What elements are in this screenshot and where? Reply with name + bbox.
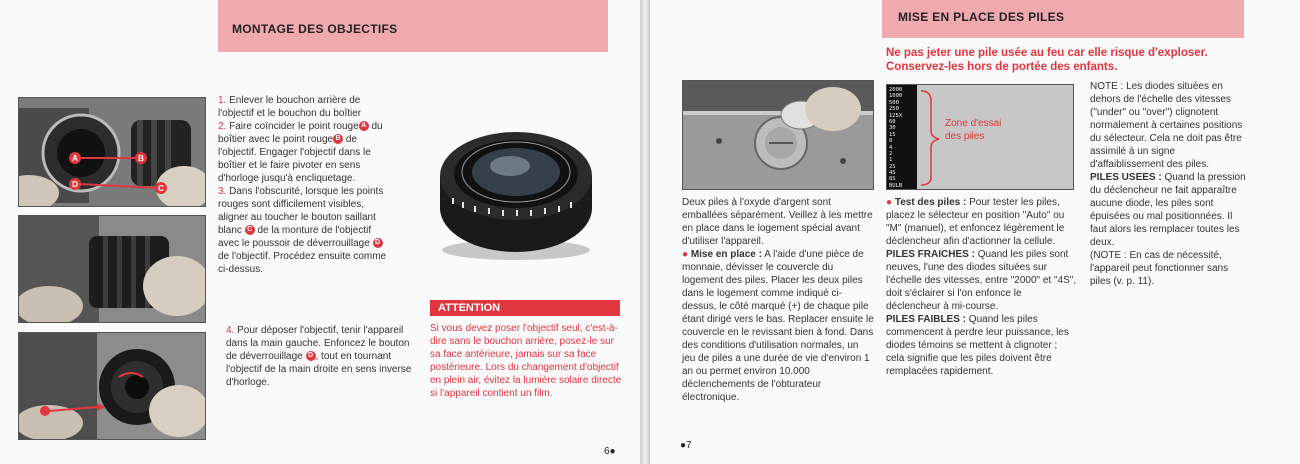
scale-value: 125X bbox=[889, 112, 903, 119]
scale-value: 500 bbox=[889, 99, 899, 106]
bullet-test: ● bbox=[886, 197, 893, 208]
marker-b bbox=[135, 152, 147, 164]
scale-value: 2 bbox=[889, 150, 893, 157]
scale-value: 8 bbox=[889, 138, 893, 145]
photo-lens-mounting bbox=[18, 97, 206, 207]
marker-c-inline: C bbox=[245, 225, 255, 235]
section-title: MONTAGE DES OBJECTIFS bbox=[232, 22, 398, 36]
step-3: 3. Dans l'obscurité, lorsque les points rouges sont difficilement visibles, aligner au toucher le bouton saillant blanc C de la monture de l'objectif avec le poussoir de déverrouillage D de l'objectif. Procédez ensuite comme ci-dessus. bbox=[218, 186, 387, 275]
scale-value: 1 bbox=[889, 157, 893, 164]
scale-value: 2S bbox=[889, 163, 896, 170]
scale-value: 60 bbox=[889, 118, 896, 125]
left-page bbox=[0, 0, 640, 464]
right-page bbox=[650, 0, 1300, 464]
column-intro: Deux piles à l'oxyde d'argent sont emballées séparément. Veillez à les mettre en place dans le logement spécial avant d'utiliser l'appareil. ● Mise en place : A l'aide d'une pièce de monnaie, dévisser le couvercle du logement des piles. Placer les deux piles dans le logement comme indiqué ci-dessus, le côté marqué (+) de chaque pile étant dirigé vers le bas. Replacer ensuite le couvercle en le revissant bien à fond. Dans des conditions d'utilisation normales, un jeu de piles a une durée de vie d'environ 1 an ou permet environ 10.000 déclenchements de l'obturateur électronique. bbox=[682, 197, 874, 403]
section-header-band-right bbox=[882, 0, 1244, 38]
bullet-mise: ● bbox=[682, 249, 689, 260]
scale-value: 8S bbox=[889, 176, 896, 183]
scale-value: 1000 bbox=[889, 93, 903, 100]
svg-text:A: A bbox=[72, 154, 78, 163]
shutter-speed-scale bbox=[887, 85, 917, 190]
attention-label: ATTENTION bbox=[430, 300, 620, 316]
scale-value: 4S bbox=[889, 170, 896, 177]
photo-viewfinder-scale bbox=[886, 84, 1074, 190]
battery-warning: Ne pas jeter une pile usée au feu car elle risque d'exploser. Conservez-les hors de portée des enfants. bbox=[886, 47, 1208, 73]
scale-value: 15 bbox=[889, 131, 896, 138]
zone-label: Zone d'essai des piles bbox=[945, 118, 1002, 142]
marker-d-inline-2: D bbox=[306, 351, 316, 361]
scale-value: 4 bbox=[889, 144, 893, 151]
photo-battery-cover bbox=[682, 80, 874, 190]
column-test: ● Test des piles : Pour tester les piles, placez le sélecteur en position "Auto" ou "M" (manuel), et enfoncez légèrement le déclencheur afin d'actionner la cellule. PILES FRAICHES : Quand les piles sont neuves, l'une des diodes situées sur l'échelle des vitesses, entre "2000" et "4S", doit s'éclairer si l'on enfonce le déclencheur à mi-course. PILES FAIBLES : Quand les piles commencent à perdre leur puissance, les diodes témoins se mettent à clignoter ; cela signifie que les piles doivent être remplacées rapidement. bbox=[886, 197, 1077, 377]
step-2: 2. Faire coïncider le point rouge A du boîtier avec le point rouge B de l'objectif. Engager l'objectif dans le boîtier et le faire pivoter en sens d'horloge jusqu'à encliquetage. bbox=[218, 121, 383, 184]
svg-text:B: B bbox=[138, 154, 144, 163]
column-notes: NOTE : Les diodes situées en dehors de l'échelle des vitesses ("under" ou "over") clignotent normalement à certaines positions du sélecteur. Cela ne doit pas être assimilé à un signe d'affaiblissement des piles. PILES USEES : Quand la pression du déclencheur ne fait apparaître aucune diode, les piles sont épuisées ou mal positionnées. Il faut alors les remplacer toutes les deux. (NOTE : En cas de nécessité, l'appareil peut fonctionner sans piles (v. p. 11). bbox=[1090, 81, 1246, 287]
marker-c bbox=[155, 182, 167, 194]
svg-text:D: D bbox=[72, 180, 78, 189]
scale-value: 250 bbox=[889, 106, 899, 113]
section-title-right: MISE EN PLACE DES PILES bbox=[898, 10, 1065, 24]
marker-a-inline: A bbox=[359, 121, 369, 131]
step-4: 4. Pour déposer l'objectif, tenir l'appareil dans la main gauche. Enfoncez le bouton de déverrouillage D , tout en tournant l'objectif de la main droite en sens inverse d'horloge. bbox=[226, 325, 412, 388]
book-gutter bbox=[640, 0, 650, 464]
scale-value: 2000 bbox=[889, 87, 903, 93]
steps-1-3 bbox=[218, 94, 394, 276]
section-header-band bbox=[218, 0, 608, 52]
svg-text:C: C bbox=[158, 184, 164, 193]
step-1: 1. Enlever le bouchon arrière de l'objectif et le bouchon du boîtier bbox=[218, 95, 362, 119]
marker-d bbox=[69, 178, 81, 190]
page-number-left: 6● bbox=[604, 446, 616, 457]
attention-text: Si vous devez poser l'objectif seul, c'est-à-dire sans le bouchon arrière, posez-le sur sa face antérieure, jamais sur sa face postérieure. Lors du changement d'objectif en plein air, évitez la lumière solaire directe si l'appareil contient un film. bbox=[430, 323, 622, 399]
photo-lens-dark-align bbox=[18, 215, 206, 323]
page-number-right: ●7 bbox=[680, 440, 692, 451]
marker-a bbox=[69, 152, 81, 164]
scale-value: BULB bbox=[889, 182, 903, 189]
scale-value: 30 bbox=[889, 125, 896, 132]
photo-lens-removal bbox=[18, 332, 206, 440]
marker-b-inline: B bbox=[333, 134, 343, 144]
marker-d-inline: D bbox=[373, 238, 383, 248]
photo-lens bbox=[432, 118, 600, 266]
